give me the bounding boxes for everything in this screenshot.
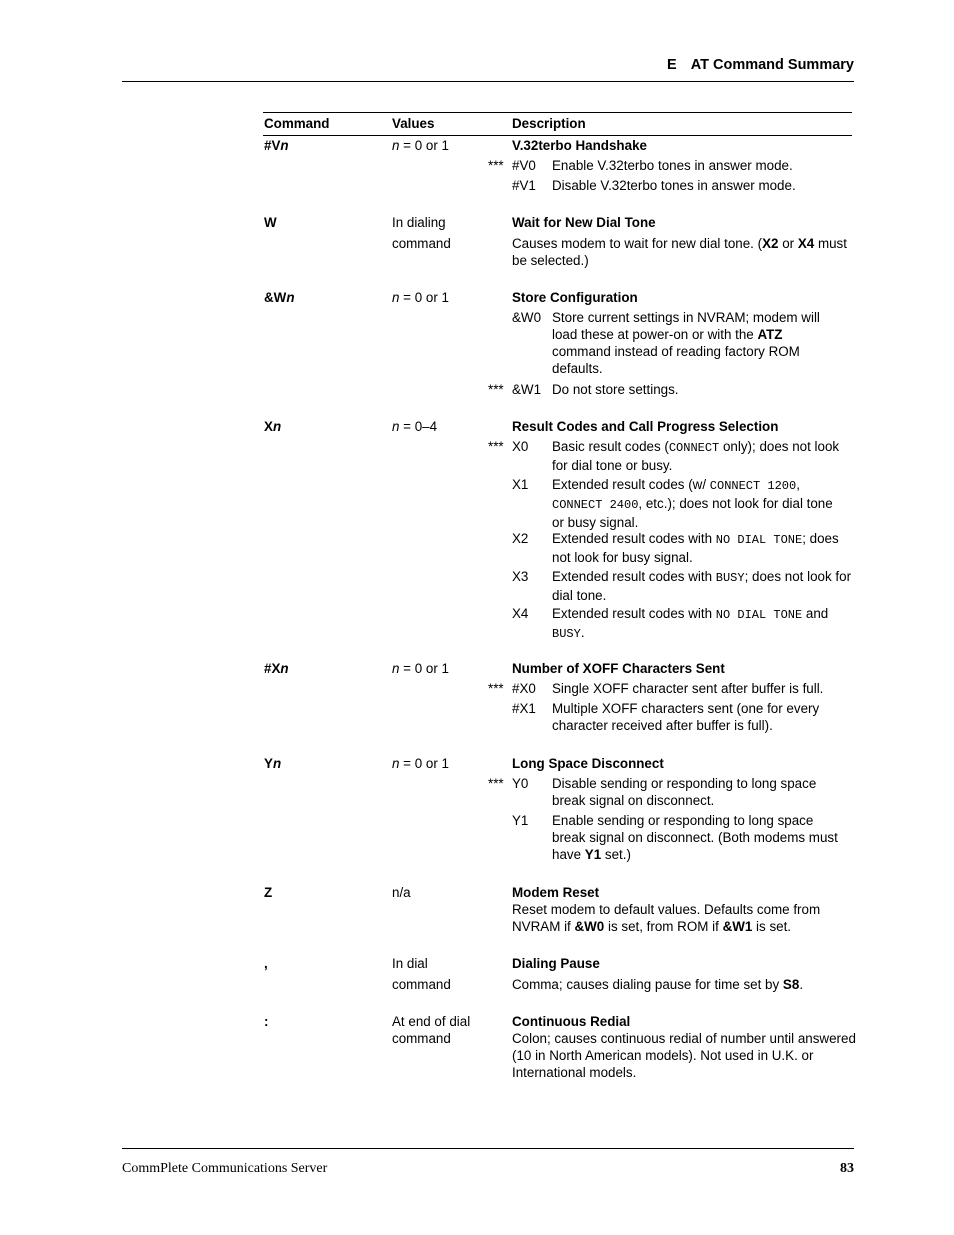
option-text: Do not store settings. bbox=[552, 382, 679, 397]
description-title: Continuous Redial bbox=[512, 1014, 631, 1029]
values-cell: command bbox=[392, 977, 451, 992]
option-code: X4 bbox=[512, 606, 529, 621]
description-text: Reset modem to default values. Defaults come from NVRAM if &W0 is set, from ROM if &W1 is set. bbox=[512, 902, 821, 934]
option-text: Enable sending or responding to long space break signal on disconnect. (Both modems must have Y1 set.) bbox=[552, 813, 838, 862]
footer-product-name: CommPlete Communications Server bbox=[122, 1161, 328, 1176]
description-title: V.32terbo Handshake bbox=[512, 138, 647, 153]
description-title: Number of XOFF Characters Sent bbox=[512, 661, 725, 676]
option-code: Y0 bbox=[512, 776, 529, 791]
values-cell: command bbox=[392, 236, 451, 251]
option-code: #V0 bbox=[512, 158, 536, 173]
command-cell: Xn bbox=[264, 419, 282, 434]
description-text: Causes modem to wait for new dial tone. (X2 or X4 must be selected.) bbox=[512, 236, 847, 268]
command-cell: Yn bbox=[264, 756, 282, 771]
option-text: Multiple XOFF characters sent (one for every character received after buffer is full). bbox=[552, 701, 820, 733]
option-code: &W0 bbox=[512, 310, 542, 325]
page-number: 83 bbox=[840, 1161, 854, 1176]
option-text: Enable V.32terbo tones in answer mode. bbox=[552, 158, 793, 173]
option-text: Extended result codes with NO DIAL TONE; does not look for busy signal. bbox=[552, 531, 839, 565]
col-description-header: Description bbox=[512, 116, 586, 131]
description-text: Colon; causes continuous redial of number until answered (10 in North American models). Not used in U.K. or International models. bbox=[512, 1031, 856, 1080]
command-cell: : bbox=[264, 1014, 269, 1029]
option-text: Basic result codes (CONNECT only); does not look for dial tone or busy. bbox=[552, 439, 840, 473]
option-code: X1 bbox=[512, 477, 529, 492]
header-title bbox=[667, 57, 854, 73]
description-title: Result Codes and Call Progress Selection bbox=[512, 419, 779, 434]
values-cell: n = 0 or 1 bbox=[392, 138, 449, 153]
option-code: &W1 bbox=[512, 382, 542, 397]
default-marker: *** bbox=[488, 439, 504, 454]
default-marker: *** bbox=[488, 382, 504, 397]
command-cell: Z bbox=[264, 885, 273, 900]
description-title: Wait for New Dial Tone bbox=[512, 215, 656, 230]
table-header-row bbox=[263, 112, 852, 136]
values-cell: In dialing bbox=[392, 215, 446, 230]
option-text: Store current settings in NVRAM; modem will load these at power-on or with the ATZ command instead of reading factory ROM defaults. bbox=[552, 310, 820, 376]
option-code: #V1 bbox=[512, 178, 536, 193]
page-footer bbox=[122, 1148, 854, 1176]
option-code: X3 bbox=[512, 569, 529, 584]
command-cell: #Vn bbox=[264, 138, 289, 153]
col-command-header: Command bbox=[264, 116, 330, 131]
command-cell: #Xn bbox=[264, 661, 289, 676]
description-title: Modem Reset bbox=[512, 885, 600, 900]
col-values-header: Values bbox=[392, 116, 435, 131]
values-cell: n/a bbox=[392, 885, 411, 900]
option-code: #X0 bbox=[512, 681, 536, 696]
values-cell: n = 0–4 bbox=[392, 419, 438, 434]
option-code: X2 bbox=[512, 531, 529, 546]
option-text: Disable V.32terbo tones in answer mode. bbox=[552, 178, 796, 193]
values-cell: At end of dial bbox=[392, 1014, 471, 1029]
section-letter: E bbox=[667, 57, 677, 73]
option-text: Disable sending or responding to long space break signal on disconnect. bbox=[552, 776, 817, 808]
option-text: Extended result codes with NO DIAL TONE and BUSY. bbox=[552, 606, 829, 641]
option-code: Y1 bbox=[512, 813, 529, 828]
option-text: Single XOFF character sent after buffer is full. bbox=[552, 681, 824, 696]
description-title: Dialing Pause bbox=[512, 956, 600, 971]
values-cell: command bbox=[392, 1031, 451, 1046]
page-header bbox=[122, 56, 854, 82]
description-text: Comma; causes dialing pause for time set by S8. bbox=[512, 977, 804, 992]
option-code: #X1 bbox=[512, 701, 536, 716]
section-title: AT Command Summary bbox=[690, 57, 854, 73]
command-cell: , bbox=[264, 956, 268, 971]
description-title: Store Configuration bbox=[512, 290, 638, 305]
command-cell: W bbox=[264, 215, 277, 230]
command-cell: &Wn bbox=[264, 290, 295, 305]
option-text: Extended result codes (w/ CONNECT 1200, CONNECT 2400, etc.); does not look for dial tone or busy signal. bbox=[552, 477, 833, 530]
values-cell: n = 0 or 1 bbox=[392, 290, 449, 305]
default-marker: *** bbox=[488, 681, 504, 696]
default-marker: *** bbox=[488, 776, 504, 791]
option-code: X0 bbox=[512, 439, 529, 454]
description-title: Long Space Disconnect bbox=[512, 756, 664, 771]
values-cell: In dial bbox=[392, 956, 428, 971]
values-cell: n = 0 or 1 bbox=[392, 756, 449, 771]
default-marker: *** bbox=[488, 158, 504, 173]
option-text: Extended result codes with BUSY; does not look for dial tone. bbox=[552, 569, 852, 603]
values-cell: n = 0 or 1 bbox=[392, 661, 449, 676]
